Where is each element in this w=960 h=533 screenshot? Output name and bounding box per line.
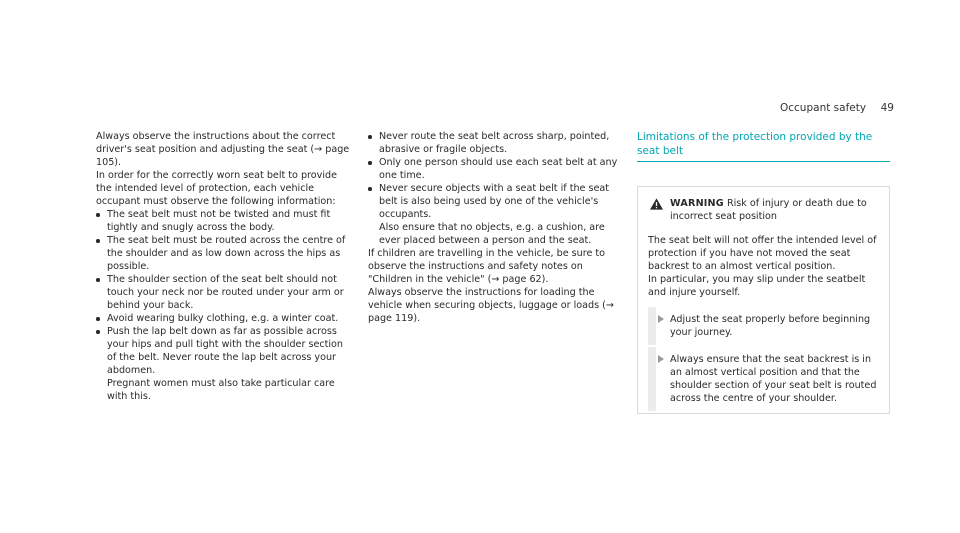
warning-title-text: Risk of injury or death due to incorrect seat position (670, 198, 867, 222)
warning-paragraph-2: In particular, you may slip under the seatbelt and injure yourself. (648, 274, 866, 298)
loading-paragraph: Always observe the instructions for loading the vehicle when securing objects, luggage or loads (→ page 119). (368, 287, 614, 324)
list-item: Never secure objects with a seat belt if the seat belt is also being used by one of the vehicle's occupants. (368, 182, 618, 221)
page-number: 49 (880, 102, 894, 114)
list-item: Push the lap belt down as far as possible across your hips and pull tight with the shoulder section of the belt. Never route the lap belt across your abdomen. (96, 325, 352, 377)
warning-body (648, 234, 881, 405)
list-item: Never route the seat belt across sharp, pointed, abrasive or fragile objects. (368, 130, 618, 156)
step-item (648, 313, 881, 339)
list-item: Avoid wearing bulky clothing, e.g. a winter coat. (96, 312, 352, 325)
pregnant-note: Pregnant women must also take particular care with this. (107, 378, 335, 402)
column-right (637, 130, 890, 414)
warning-title (648, 197, 881, 223)
list-item: The seat belt must not be twisted and must fit tightly and snugly across the body. (96, 208, 352, 234)
step-item (648, 353, 881, 405)
column-middle (368, 130, 618, 325)
list-item: The shoulder section of the seat belt should not touch your neck nor be routed under your arm or behind your back. (96, 273, 352, 312)
play-arrow-icon (658, 315, 664, 323)
step-text: Adjust the seat properly before beginning your journey. (670, 314, 871, 338)
list-item: Only one person should use each seat belt at any one time. (368, 156, 618, 182)
seat-belt-rules-list-2 (368, 130, 618, 221)
section-title: Occupant safety (780, 102, 867, 114)
page-header (780, 102, 894, 118)
cushion-note: Also ensure that no objects, e.g. a cushion, are ever placed between a person and the seat. (379, 222, 605, 246)
list-item: The seat belt must be routed across the centre of the shoulder and as low down across the hips as possible. (96, 234, 352, 273)
intro-paragraph: Always observe the instructions about the correct driver's seat position and adjusting the seat (→ page 105). (96, 131, 350, 168)
section-heading: Limitations of the protection provided by the seat belt (637, 130, 890, 162)
play-arrow-icon (658, 355, 664, 363)
warning-label: WARNING (670, 198, 724, 209)
column-left (96, 130, 352, 403)
warning-box (637, 186, 890, 414)
children-paragraph: If children are travelling in the vehicle, be sure to observe the instructions and safety notes on "Children in the vehicle" (→ page 62). (368, 248, 606, 285)
warning-triangle-icon (650, 198, 663, 210)
step-text: Always ensure that the seat backrest is in an almost vertical position and that the shoulder section of your seat belt is routed across the centre of your shoulder. (670, 354, 877, 404)
seat-belt-rules-list (96, 208, 352, 377)
instructions-paragraph: In order for the correctly worn seat belt to provide the intended level of protection, each vehicle occupant must observe the following information: (96, 170, 338, 207)
warning-paragraph: The seat belt will not offer the intended level of protection if you have not moved the seat backrest to an almost vertical position. (648, 235, 877, 272)
